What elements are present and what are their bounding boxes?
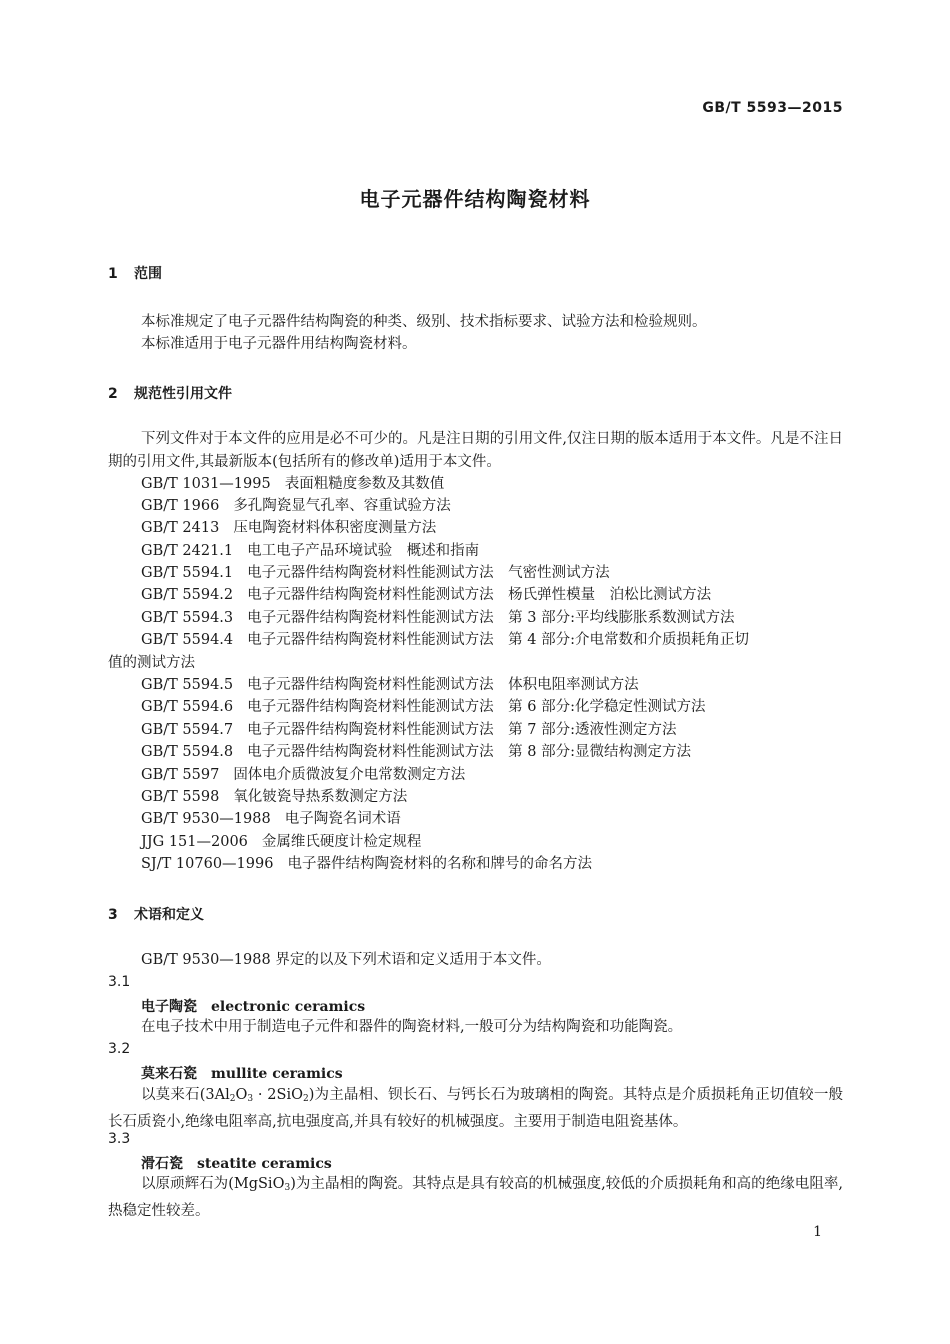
reference-item	[141, 584, 711, 607]
reference-code: SJ/T 10760—1996	[141, 856, 274, 872]
reference-title: 电子陶瓷名词术语	[284, 811, 401, 827]
reference-code: GB/T 5594.7	[141, 722, 234, 738]
reference-code: GB/T 9530—1988	[141, 811, 271, 827]
section-number: 3	[108, 907, 118, 923]
term-english: electronic ceramics	[211, 999, 366, 1015]
reference-item	[141, 495, 451, 518]
section-3-heading	[108, 904, 204, 924]
term-heading	[141, 1063, 343, 1083]
reference-title: 表面粗糙度参数及其数值	[284, 476, 445, 492]
reference-title: 电子元器件结构陶瓷材料性能测试方法 气密性测试方法	[247, 565, 610, 581]
reference-code: GB/T 5594.5	[141, 677, 234, 693]
term-chinese: 电子陶瓷	[141, 999, 197, 1015]
paragraph: 本标准规定了电子元器件结构陶瓷的种类、级别、技术指标要求、试验方法和检验规则。	[141, 314, 707, 330]
reference-item	[141, 808, 401, 831]
reference-item	[141, 719, 676, 742]
reference-item	[141, 607, 734, 630]
reference-code: GB/T 1031—1995	[141, 476, 271, 492]
term-heading	[141, 996, 365, 1016]
term-number: 3.1	[108, 974, 131, 990]
term-number: 3.2	[108, 1041, 131, 1057]
reference-item	[141, 517, 436, 540]
reference-code: GB/T 5594.1	[141, 565, 234, 581]
reference-title: 电子元器件结构陶瓷材料性能测试方法 第 3 部分:平均线膨胀系数测试方法	[247, 610, 735, 626]
reference-item	[141, 696, 705, 719]
standard-code: GB/T 5593—2015	[702, 100, 843, 116]
page-number: 1	[813, 1224, 822, 1240]
term-chinese: 滑石瓷	[141, 1156, 183, 1172]
reference-title: 电子元器件结构陶瓷材料性能测试方法 第 6 部分:化学稳定性测试方法	[247, 699, 706, 715]
reference-code: GB/T 5594.2	[141, 587, 234, 603]
reference-code: GB/T 5597	[141, 767, 220, 783]
term-definition: 在电子技术中用于制造电子元件和器件的陶瓷材料,一般可分为结构陶瓷和功能陶瓷。	[141, 1019, 683, 1035]
reference-title: 多孔陶瓷显气孔率、容重试验方法	[233, 498, 451, 514]
reference-title: 固体电介质微波复介电常数测定方法	[233, 767, 466, 783]
reference-title: 压电陶瓷材料体积密度测量方法	[233, 520, 437, 536]
reference-code: GB/T 2413	[141, 520, 220, 536]
reference-code: GB/T 1966	[141, 498, 220, 514]
reference-title: 电子元器件结构陶瓷材料性能测试方法 体积电阻率测试方法	[247, 677, 639, 693]
term-definition: 以莫来石$(3Al_2O_3 \cdot 2SiO_2)$为主晶相、钡长石、与钙长石为玻璃相的陶瓷。其特点是介质损耗角正切值较一般长石质瓷小,绝缘电阻率高,抗电强度高,并具有较好的机械强度。主要用于制造电阻瓷基体。	[108, 1087, 844, 1130]
reference-item	[141, 831, 421, 854]
reference-title: 氧化铍瓷导热系数测定方法	[233, 789, 408, 805]
reference-item	[141, 674, 639, 697]
reference-title: 电子元器件结构陶瓷材料性能测试方法 第 8 部分:显微结构测定方法	[247, 744, 691, 760]
paragraph: 下列文件对于本文件的应用是必不可少的。凡是注日期的引用文件,仅注日期的版本适用于本文件。凡是不注日期的引用文件,其最新版本(包括所有的修改单)适用于本文件。	[108, 431, 843, 470]
reference-title: 电子元器件结构陶瓷材料性能测试方法 第 7 部分:透液性测定方法	[247, 722, 677, 738]
section-2-heading	[108, 383, 232, 403]
reference-code: GB/T 5594.3	[141, 610, 234, 626]
section-title: 规范性引用文件	[134, 386, 232, 402]
term-number: 3.3	[108, 1131, 131, 1147]
reference-item	[141, 629, 749, 652]
reference-code: GB/T 2421.1	[141, 543, 234, 559]
reference-item	[141, 764, 465, 787]
reference-code: JJG 151—2006	[141, 834, 248, 850]
reference-title: 金属维氏硬度计检定规程	[261, 834, 422, 850]
reference-title: 电子元器件结构陶瓷材料性能测试方法 杨氏弹性模量 泊松比测试方法	[247, 587, 712, 603]
reference-title: 电子元器件结构陶瓷材料性能测试方法 第 4 部分:介电常数和介质损耗角正切	[247, 632, 749, 648]
paragraph: GB/T 9530—1988 界定的以及下列术语和定义适用于本文件。	[141, 952, 551, 968]
section-title: 术语和定义	[134, 907, 204, 923]
section-number: 2	[108, 386, 118, 402]
reference-item	[141, 741, 691, 764]
document-title: 电子元器件结构陶瓷材料	[359, 187, 591, 211]
reference-item	[141, 540, 479, 563]
term-english: mullite ceramics	[211, 1066, 343, 1082]
reference-code: GB/T 5594.4	[141, 632, 234, 648]
section-number: 1	[108, 266, 118, 282]
term-heading	[141, 1153, 332, 1173]
reference-code: GB/T 5594.6	[141, 699, 234, 715]
reference-item	[141, 473, 444, 496]
reference-item	[141, 853, 592, 876]
reference-title: 电工电子产品环境试验 概述和指南	[247, 543, 480, 559]
term-english: steatite ceramics	[197, 1156, 332, 1172]
section-1-heading	[108, 263, 162, 283]
reference-item	[141, 562, 610, 585]
reference-code: GB/T 5594.8	[141, 744, 234, 760]
reference-item	[141, 786, 407, 809]
paragraph: 本标准适用于电子元器件用结构陶瓷材料。	[141, 336, 417, 352]
term-definition: 以原顽辉石为(MgSiO$_3$)为主晶相的陶瓷。其特点是具有较高的机械强度,较低的介质损耗角和高的绝缘电阻率,热稳定性较差。	[108, 1176, 843, 1219]
reference-continuation: 值的测试方法	[108, 655, 195, 671]
section-title: 范围	[134, 266, 162, 282]
reference-title: 电子器件结构陶瓷材料的名称和牌号的命名方法	[287, 856, 592, 872]
reference-code: GB/T 5598	[141, 789, 220, 805]
term-chinese: 莫来石瓷	[141, 1066, 197, 1082]
